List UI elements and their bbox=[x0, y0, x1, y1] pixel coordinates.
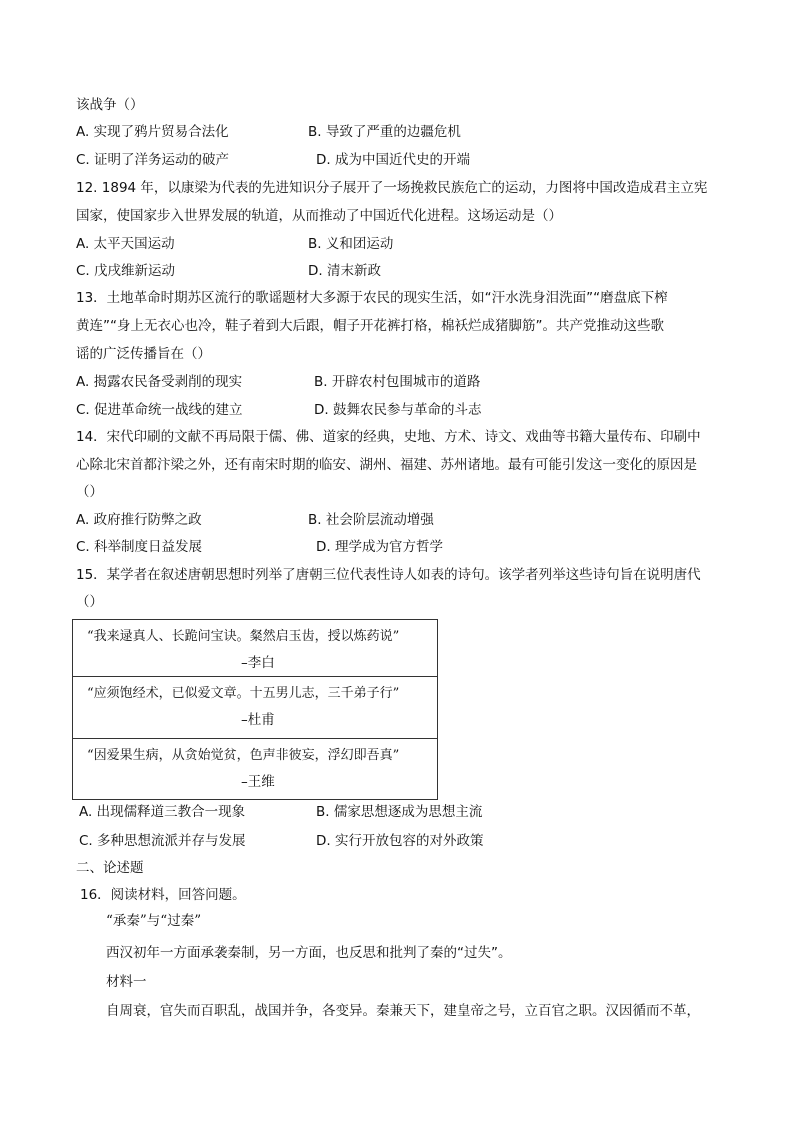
q15-stem-line2: （） bbox=[76, 594, 103, 610]
q12-option-c: C. 戊戌维新运动 bbox=[76, 263, 176, 279]
q13-option-c: C. 促进革命统一战线的建立 bbox=[76, 402, 243, 418]
q14-stem-line1: 14．宋代印刷的文献不再局限于儒、佛、道家的经典，史地、方术、诗文、戏曲等书籍大量传布、印刷中 bbox=[76, 429, 701, 445]
q11-stem-tail: 该战争（） bbox=[76, 97, 144, 113]
q12-stem-line1: 12. 1894 年，以康梁为代表的先进知识分子展开了一场挽救民族危亡的运动，力图将中国改造成君主立宪 bbox=[76, 180, 708, 196]
q13-stem-line2: 黄连”“身上无衣心也冷，鞋子着到大后跟，帽子开花裤打格，棉袄烂成猪脚筋”。共产党推动这些歌 bbox=[76, 318, 664, 334]
poem-author: –杜甫 bbox=[241, 712, 275, 728]
q11-option-a: A. 实现了鸦片贸易合法化 bbox=[76, 124, 229, 140]
q15-stem-line1: 15．某学者在叙述唐朝思想时列举了唐朝三位代表性诗人如表的诗句。该学者列举这些诗句旨在说明唐代 bbox=[76, 567, 701, 583]
poem-author: –李白 bbox=[241, 655, 275, 671]
poem-row bbox=[73, 739, 437, 799]
q14-option-b: B. 社会阶层流动增强 bbox=[308, 512, 434, 528]
q12-option-a: A. 太平天国运动 bbox=[76, 236, 175, 252]
q15-option-c: C. 多种思想流派并存与发展 bbox=[79, 833, 246, 849]
poem-quote: “因爱果生病，从贪始觉贫，色声非彼妄，浮幻即吾真” bbox=[87, 748, 400, 763]
q14-option-d: D. 理学成为官方哲学 bbox=[316, 539, 443, 555]
q16-subtitle: “承秦”与“过秦” bbox=[106, 913, 202, 929]
q13-option-d: D. 鼓舞农民参与革命的斗志 bbox=[314, 402, 482, 418]
q15-option-a: A. 出现儒释道三教合一现象 bbox=[79, 804, 246, 820]
poem-row bbox=[73, 620, 437, 677]
q11-option-c: C. 证明了洋务运动的破产 bbox=[76, 152, 230, 168]
poem-quote: “应须饱经术，已似爱文章。十五男儿志，三千弟子行” bbox=[87, 686, 400, 701]
q15-option-d: D. 实行开放包容的对外政策 bbox=[316, 833, 484, 849]
q14-option-c: C. 科举制度日益发展 bbox=[76, 539, 203, 555]
q13-option-a: A. 揭露农民备受剥削的现实 bbox=[76, 374, 243, 390]
q14-stem-line3: （） bbox=[76, 484, 103, 500]
q16-material-text: 自周衰，官失而百职乱，战国并争，各变异。秦兼天下，建皇帝之号，立百官之职。汉因循而不革， bbox=[106, 1003, 700, 1019]
q12-option-b: B. 义和团运动 bbox=[308, 236, 394, 252]
poem-row bbox=[73, 677, 437, 739]
poem-table bbox=[72, 619, 438, 800]
q16-material-label: 材料一 bbox=[106, 974, 147, 990]
q16-stem: 16．阅读材料，回答问题。 bbox=[80, 887, 246, 903]
q15-option-b: B. 儒家思想逐成为思想主流 bbox=[316, 804, 483, 820]
q13-stem-line1: 13．土地革命时期苏区流行的歌谣题材大多源于农民的现实生活，如“汗水洗身泪洗面”“磨盘底下榨 bbox=[76, 290, 668, 306]
q14-option-a: A. 政府推行防弊之政 bbox=[76, 512, 202, 528]
q13-stem-line3: 谣的广泛传播旨在（） bbox=[76, 346, 211, 362]
section-heading: 二、论述题 bbox=[76, 860, 144, 876]
poem-author: –王维 bbox=[241, 774, 275, 790]
q12-stem-line2: 国家，使国家步入世界发展的轨道，从而推动了中国近代化进程。这场运动是（） bbox=[76, 208, 562, 224]
q11-option-d: D. 成为中国近代史的开端 bbox=[316, 152, 470, 168]
q16-intro: 西汉初年一方面承袭秦制，另一方面，也反思和批判了秦的“过失”。 bbox=[106, 945, 512, 961]
q14-stem-line2: 心除北宋首都汴梁之外，还有南宋时期的临安、湖州、福建、苏州诸地。最有可能引发这一变化的原因是 bbox=[76, 457, 697, 473]
q11-option-b: B. 导致了严重的边疆危机 bbox=[308, 124, 461, 140]
q12-option-d: D. 清末新政 bbox=[308, 263, 381, 279]
q13-option-b: B. 开辟农村包围城市的道路 bbox=[314, 374, 481, 390]
poem-quote: “我来逯真人、长跪问宝诀。粲然启玉齿，授以炼药说” bbox=[87, 629, 400, 644]
